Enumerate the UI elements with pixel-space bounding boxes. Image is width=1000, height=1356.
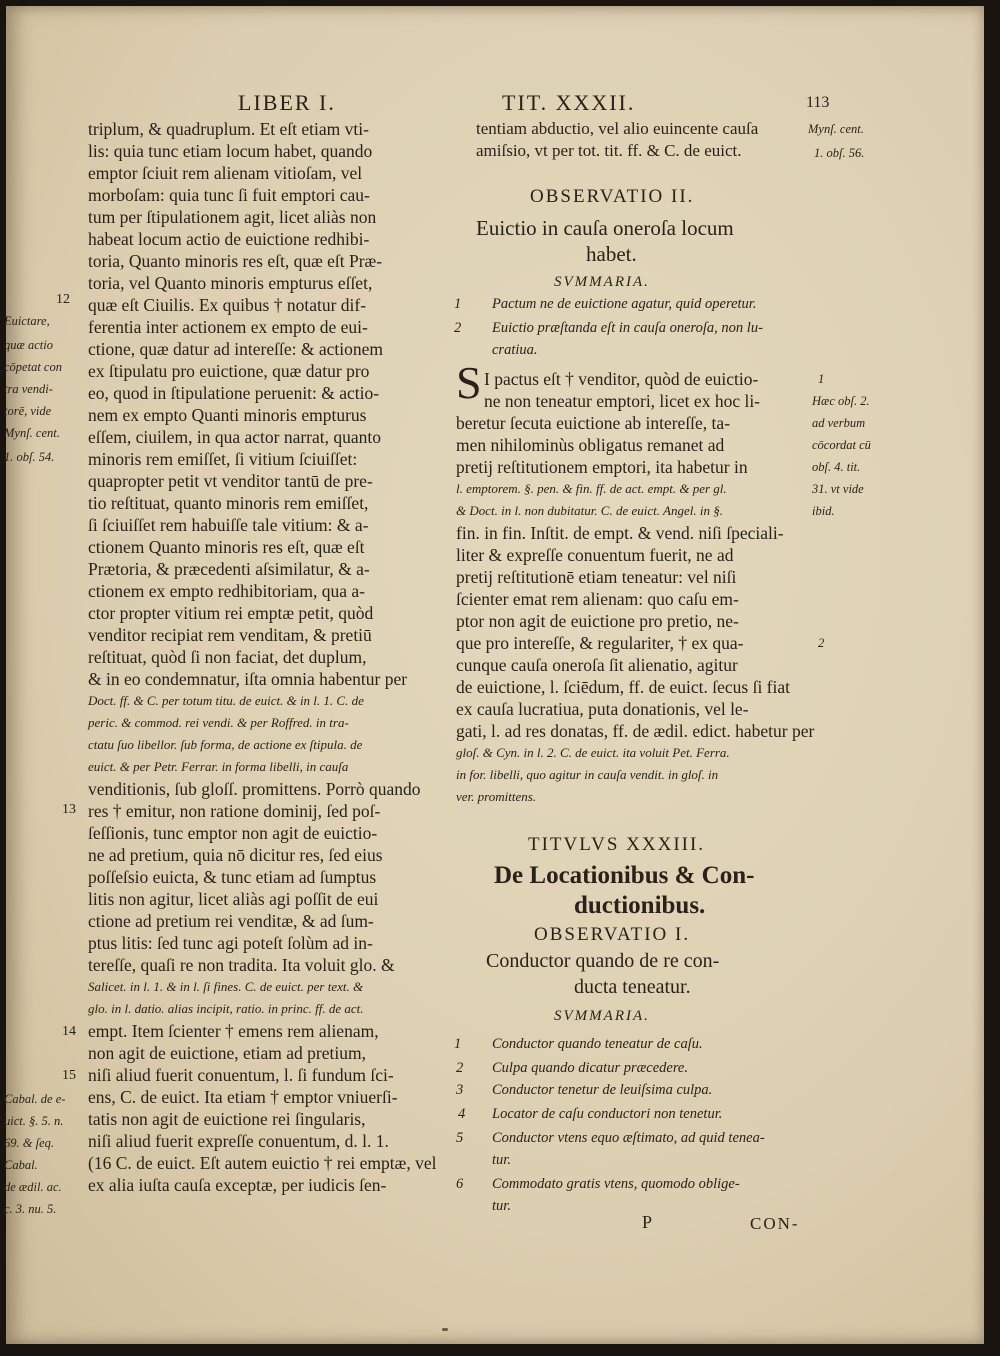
left-line: ferentia inter actionem ex empto de eui- [88, 317, 368, 337]
observation-heading: Euictio in cauſa oneroſa locum [476, 216, 734, 240]
right-citation-line: & Doct. in l. non dubitatur. C. de euict. Angel. in §. [456, 503, 723, 518]
left-line: quapropter petit vt venditor tantū de pre- [88, 471, 373, 491]
observation-heading: Conductor quando de re con- [486, 950, 720, 972]
right-line: tentiam abductio, vel alio euincente cauſa [476, 119, 759, 138]
summary-number: 1 [454, 296, 462, 312]
summary-number: 2 [456, 1060, 464, 1076]
margin-note: cōcordat cū [812, 438, 871, 452]
left-line: ne ad pretium, quia nō dicitur res, ſed eius [88, 845, 383, 865]
left-line: ſi ſciuiſſet rem habuiſſe tale vitium: & a- [88, 515, 369, 535]
margin-note: c. 3. nu. 5. [4, 1202, 57, 1216]
summary-number: 4 [458, 1106, 466, 1122]
right-line: pretij reſtitutionē etiam teneatur: vel niſi [456, 567, 737, 587]
left-line: Prætoria, & præcedenti aſsimilatur, & a- [88, 559, 370, 579]
paragraph-number: 13 [62, 802, 76, 817]
book-page [6, 6, 984, 1344]
right-line: beretur ſecuta euictione ab intereſſe, ta- [456, 413, 731, 433]
right-line: pretij reſtitutionem emptori, ita habetur in [456, 457, 748, 477]
left-line: emptor ſciuit rem alienam vitioſam, vel [88, 163, 363, 183]
right-line: cunque cauſa oneroſa ſit alienatio, agitur [456, 655, 738, 675]
left-citation-line: Salicet. in l. 1. & in l. ſi fines. C. de euict. per text. & [88, 979, 364, 994]
right-line: fin. in fin. Inſtit. de empt. & vend. niſi ſpeciali- [456, 523, 784, 543]
summary-item: cratiua. [492, 342, 538, 358]
summary-number: 5 [456, 1130, 464, 1146]
paragraph-number: 14 [62, 1024, 76, 1039]
left-line: ens, C. de euict. Ita etiam † emptor vniuerſi- [88, 1087, 398, 1107]
summary-item: Euictio præſtanda eſt in cauſa oneroſa, non lu- [492, 320, 763, 336]
summary-item: Culpa quando dicatur præcedere. [492, 1060, 688, 1076]
left-line: & in eo condemnatur, iſta omnia habentur per [88, 669, 408, 689]
left-line: tereſſe, quaſi re non tradita. Ita voluit glo. & [88, 955, 395, 975]
summary-item: Commodato gratis vtens, quomodo oblige- [492, 1176, 740, 1192]
margin-note: Mynſ. cent. [808, 122, 864, 136]
summary-item: Conductor vtens equo æſtimato, ad quid tenea- [492, 1130, 765, 1146]
right-line: I pactus eſt † venditor, quòd de euictio- [484, 369, 759, 389]
summary-number: 1 [454, 1036, 462, 1052]
left-line: (16 C. de euict. Eſt autem euictio † rei emptæ, vel [88, 1153, 437, 1173]
right-citation-line: l. emptorem. §. pen. & fin. ff. de act. empt. & per gl. [456, 481, 727, 496]
titulus-heading: ductionibus. [574, 892, 706, 919]
right-line: amiſsio, vt per tot. tit. ff. & C. de euict. [476, 141, 742, 160]
left-line: ctionem Quanto minoris res eſt, quæ eſt [88, 537, 365, 557]
paragraph-number: 15 [62, 1068, 76, 1083]
titulus-heading: De Locationibus & Con- [494, 862, 755, 889]
summary-item: tur. [492, 1198, 511, 1214]
left-line: niſi aliud fuerit expreſſe conuentum, d. l. 1. [88, 1131, 389, 1151]
left-line: res † emitur, non ratione dominij, ſed poſ- [88, 801, 381, 821]
left-line: poſſeſsio euicta, & tunc etiam ad ſumptus [88, 867, 377, 887]
left-citation-line: euict. & per Petr. Ferrar. in forma libelli, in cauſa [88, 759, 349, 774]
observation-title: OBSERVATIO I. [534, 924, 691, 945]
margin-note: 1. obſ. 54. [4, 450, 55, 464]
right-line: que pro intereſſe, & regulariter, † ex qua- [456, 633, 744, 653]
left-line: ctione, quæ datur ad intereſſe: & actionem [88, 339, 383, 359]
paragraph-number: 12 [56, 292, 70, 307]
right-line: liter & expreſſe conuentum fuerit, ne ad [456, 545, 734, 565]
summary-number: 3 [456, 1082, 464, 1098]
left-line: tatis non agit de euictione rei ſingularis, [88, 1109, 366, 1129]
margin-note: Cabal. [4, 1158, 38, 1172]
summary-item: tur. [492, 1152, 511, 1168]
left-line: reſtituat, quòd ſi non faciat, det duplum, [88, 647, 367, 667]
left-line: ptus litis: ſed tunc agi poteſt ſolùm ad in- [88, 933, 373, 953]
margin-note: cōpetat con [4, 360, 62, 374]
left-citation-line: peric. & commod. rei vendi. & per Roffred. in tra- [88, 715, 349, 730]
left-line: empt. Item ſcienter † emens rem alienam, [88, 1021, 379, 1041]
margin-note: de ædil. ac. [4, 1180, 62, 1194]
margin-note: Cabal. de e- [4, 1092, 66, 1106]
summary-number: 2 [454, 320, 462, 336]
right-line: ex cauſa lucratiua, puta donationis, vel le- [456, 699, 749, 719]
left-line: non agit de euictione, etiam ad pretium, [88, 1043, 366, 1063]
left-line: venditor recipiat rem venditam, & pretiū [88, 625, 372, 645]
summaria-label: SVMMARIA. [554, 1008, 650, 1024]
right-line: ne non teneatur emptori, licet ex hoc li- [484, 391, 761, 411]
summaria-label: SVMMARIA. [554, 274, 650, 290]
summary-number: 6 [456, 1176, 464, 1192]
left-line: toria, vel Quanto minoris empturus eſſet, [88, 273, 373, 293]
drop-cap: S [456, 357, 482, 408]
left-line: quæ eſt Ciuilis. Ex quibus † notatur dif- [88, 295, 367, 315]
running-header-left: LIBER I. [238, 90, 336, 115]
margin-note: torē, vide [4, 404, 52, 418]
left-line: minoris rem emiſſet, ſi vitium ſciuiſſet: [88, 449, 358, 469]
running-header-center: TIT. XXXII. [502, 90, 636, 115]
left-line: ctione ad pretium rei venditæ, & ad ſum- [88, 911, 374, 931]
summary-item: Locator de caſu conductori non tenetur. [492, 1106, 723, 1122]
left-line: lis: quia tunc etiam locum habet, quando [88, 141, 373, 161]
margin-note: 1. obſ. 56. [814, 146, 865, 160]
right-line: de euictione, l. ſciēdum, ff. de euict. ſecus ſi fiat [456, 677, 791, 697]
right-citation-line: ver. promittens. [456, 789, 537, 804]
left-line: litis non agitur, licet aliàs agi poſſit de eui [88, 889, 379, 909]
margin-note: Euictare, [4, 314, 50, 328]
signature-mark: P [642, 1212, 653, 1232]
left-line: ex alia iuſta cauſa exceptæ, per iudicis ſen- [88, 1175, 387, 1195]
margin-note: tra vendi- [4, 382, 53, 396]
summary-item: Pactum ne de euictione agatur, quid operetur. [492, 296, 757, 312]
left-line: habeat locum actio de euictione redhibi- [88, 229, 370, 249]
margin-note: 2 [818, 636, 825, 650]
right-line: ptor non agit de euictione pro pretio, ne- [456, 611, 739, 631]
summary-item: Conductor quando teneatur de caſu. [492, 1036, 703, 1052]
margin-note: uict. §. 5. n. [4, 1114, 64, 1128]
left-line: toria, Quanto minoris res eſt, quæ eſt Præ- [88, 251, 383, 271]
summary-item: Conductor tenetur de leuiſsima culpa. [492, 1082, 713, 1098]
margin-note: 69. & ſeq. [4, 1136, 54, 1150]
left-line: tio reſtituat, quanto minoris rem emiſſet, [88, 493, 369, 513]
right-line: men nihilominùs obligatus remanet ad [456, 435, 725, 455]
observation-heading: ducta teneatur. [574, 976, 691, 998]
left-line: ex ſtipulatu pro euictione, quæ datur pro [88, 361, 370, 381]
left-line: eo, quod in ſtipulatione peruenit: & actio- [88, 383, 380, 403]
margin-note: 1 [818, 372, 825, 386]
left-citation-line: glo. in l. datio. alias incipit, ratio. in princ. ff. de act. [88, 1001, 364, 1016]
left-citation-line: ctatu ſuo libellor. ſub forma, de actione ex ſtipula. de [88, 737, 363, 752]
ink-speck [442, 1328, 448, 1331]
left-line: nem ex empto Quanti minoris empturus [88, 405, 367, 425]
margin-note: quæ actio [4, 338, 53, 352]
right-line: ſcienter emat rem alienam: quo caſu em- [456, 589, 739, 609]
left-line: venditionis, ſub gloſſ. promittens. Porrò quando [88, 779, 421, 799]
margin-note: Mynſ. cent. [4, 426, 60, 440]
left-line: triplum, & quadruplum. Et eſt etiam vti- [88, 119, 369, 139]
left-citation-line: Doct. ff. & C. per totum titu. de euict. & in l. 1. C. de [88, 693, 364, 708]
right-citation-line: gloſ. & Cyn. in l. 2. C. de euict. ita voluit Pet. Ferra. [456, 745, 730, 760]
observation-title: OBSERVATIO II. [530, 186, 695, 207]
titulus-title: TITVLVS XXXIII. [528, 834, 706, 855]
right-line: gati, l. ad res donatas, ff. de ædil. edict. habetur per [456, 721, 815, 741]
left-line: eſſem, ciuilem, in qua actor narrat, quanto [88, 427, 382, 447]
left-line: ctionem ex empto redhibitoriam, qua a- [88, 581, 365, 601]
left-line: morboſam: quia tunc ſi fuit emptori cau- [88, 185, 370, 205]
margin-note: obſ. 4. tit. [812, 460, 861, 474]
left-line: ctor propter vitium rei emptæ petit, quòd [88, 603, 374, 623]
margin-note: ibid. [812, 504, 835, 518]
left-line: tum per ſtipulationem agit, licet aliàs non [88, 207, 377, 227]
margin-note: Hæc obſ. 2. [812, 394, 870, 408]
left-line: niſi aliud fuerit conuentum, l. ſi fundum ſci- [88, 1065, 394, 1085]
left-line: ſeſſionis, tunc emptor non agit de euictio- [88, 823, 378, 843]
margin-note: 31. vt vide [812, 482, 864, 496]
right-citation-line: in for. libelli, quo agitur in cauſa vendit. in gloſ. in [456, 767, 719, 782]
catchword: CON- [750, 1214, 800, 1233]
page-number: 113 [806, 94, 830, 111]
observation-heading: habet. [586, 242, 637, 266]
margin-note: ad verbum [812, 416, 866, 430]
